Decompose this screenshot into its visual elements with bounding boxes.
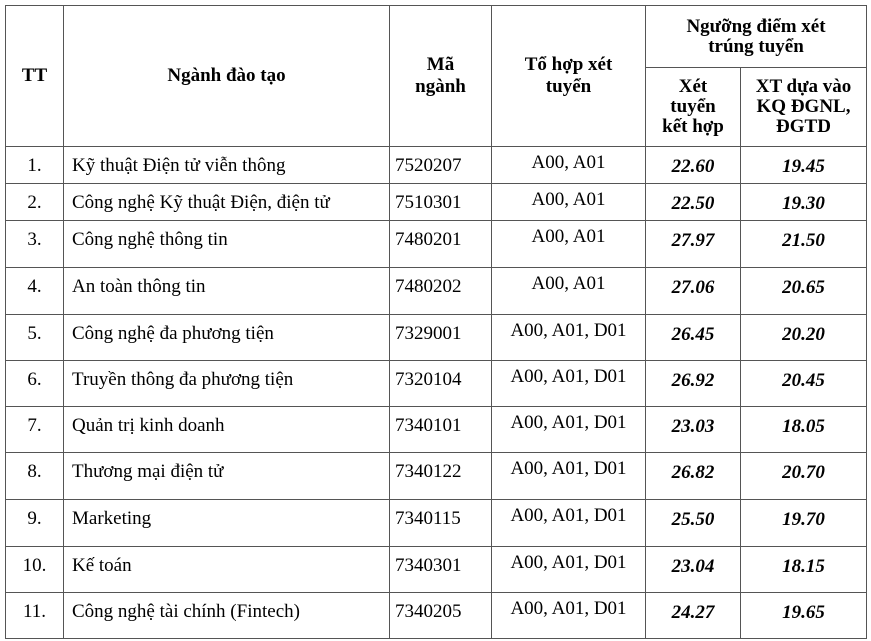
table-row <box>6 593 867 639</box>
cell-tt: 1. <box>6 147 64 184</box>
cell-combo: A00, A01, D01 <box>492 547 646 593</box>
cell-score-combined: 27.06 <box>646 268 741 315</box>
cell-tt: 10. <box>6 547 64 593</box>
header-code <box>390 6 492 147</box>
cell-score-dgnl: 20.20 <box>741 315 867 361</box>
cell-combo: A00, A01 <box>492 268 646 315</box>
cell-score-dgnl: 18.15 <box>741 547 867 593</box>
cell-score-combined: 26.45 <box>646 315 741 361</box>
header-threshold-group-label: Ngưỡng điểm xét trúng tuyển <box>686 15 826 57</box>
admission-score-table <box>5 5 867 639</box>
header-threshold-group <box>646 6 867 68</box>
cell-code: 7340101 <box>390 407 492 453</box>
cell-score-dgnl: 18.05 <box>741 407 867 453</box>
header-threshold-combined-label: Xét tuyển kết hợp <box>662 76 724 137</box>
cell-code: 7340301 <box>390 547 492 593</box>
cell-score-combined: 25.50 <box>646 500 741 547</box>
cell-code: 7340122 <box>390 453 492 500</box>
cell-tt: 9. <box>6 500 64 547</box>
cell-score-combined: 22.50 <box>646 184 741 221</box>
cell-combo: A00, A01 <box>492 147 646 184</box>
cell-code: 7329001 <box>390 315 492 361</box>
header-tt: TT <box>6 6 64 147</box>
header-combo <box>492 6 646 147</box>
cell-tt: 5. <box>6 315 64 361</box>
table-row <box>6 547 867 593</box>
cell-major: An toàn thông tin <box>64 268 390 315</box>
cell-score-combined: 22.60 <box>646 147 741 184</box>
cell-major: Công nghệ tài chính (Fintech) <box>64 593 390 639</box>
table-row <box>6 315 867 361</box>
cell-code: 7480202 <box>390 268 492 315</box>
cell-tt: 2. <box>6 184 64 221</box>
table-row <box>6 268 867 315</box>
cell-combo: A00, A01, D01 <box>492 315 646 361</box>
cell-code: 7510301 <box>390 184 492 221</box>
cell-code: 7520207 <box>390 147 492 184</box>
cell-score-dgnl: 21.50 <box>741 221 867 268</box>
table-row <box>6 407 867 453</box>
cell-score-dgnl: 20.65 <box>741 268 867 315</box>
header-combo-label: Tổ hợp xét tuyển <box>524 54 613 97</box>
cell-combo: A00, A01, D01 <box>492 453 646 500</box>
cell-score-combined: 24.27 <box>646 593 741 639</box>
cell-score-combined: 23.04 <box>646 547 741 593</box>
cell-tt: 4. <box>6 268 64 315</box>
cell-combo: A00, A01, D01 <box>492 593 646 639</box>
table-row <box>6 453 867 500</box>
header-threshold-dgnl <box>741 68 867 147</box>
cell-combo: A00, A01 <box>492 184 646 221</box>
cell-code: 7340205 <box>390 593 492 639</box>
cell-tt: 8. <box>6 453 64 500</box>
cell-score-combined: 23.03 <box>646 407 741 453</box>
cell-major: Công nghệ đa phương tiện <box>64 315 390 361</box>
cell-major: Công nghệ Kỹ thuật Điện, điện tử <box>64 184 390 221</box>
cell-major: Kế toán <box>64 547 390 593</box>
cell-tt: 6. <box>6 361 64 407</box>
cell-combo: A00, A01, D01 <box>492 361 646 407</box>
cell-tt: 11. <box>6 593 64 639</box>
header-threshold-combined <box>646 68 741 147</box>
cell-score-dgnl: 20.70 <box>741 453 867 500</box>
table-row <box>6 500 867 547</box>
cell-combo: A00, A01 <box>492 221 646 268</box>
cell-tt: 7. <box>6 407 64 453</box>
cell-score-combined: 26.92 <box>646 361 741 407</box>
cell-major: Thương mại điện tử <box>64 453 390 500</box>
cell-major: Truyền thông đa phương tiện <box>64 361 390 407</box>
cell-code: 7320104 <box>390 361 492 407</box>
cell-major: Kỹ thuật Điện tử viễn thông <box>64 147 390 184</box>
cell-score-dgnl: 19.45 <box>741 147 867 184</box>
cell-score-combined: 27.97 <box>646 221 741 268</box>
table-row <box>6 221 867 268</box>
cell-code: 7340115 <box>390 500 492 547</box>
header-code-label: Mã ngành <box>415 54 466 97</box>
cell-major: Marketing <box>64 500 390 547</box>
cell-score-dgnl: 19.70 <box>741 500 867 547</box>
table-row <box>6 147 867 184</box>
header-threshold-dgnl-label: XT dựa vào KQ ĐGNL, ĐGTD <box>755 76 852 137</box>
cell-score-combined: 26.82 <box>646 453 741 500</box>
cell-major: Quản trị kinh doanh <box>64 407 390 453</box>
table-row <box>6 184 867 221</box>
table-row <box>6 361 867 407</box>
cell-combo: A00, A01, D01 <box>492 407 646 453</box>
header-major: Ngành đào tạo <box>64 6 390 147</box>
cell-combo: A00, A01, D01 <box>492 500 646 547</box>
cell-major: Công nghệ thông tin <box>64 221 390 268</box>
cell-score-dgnl: 19.65 <box>741 593 867 639</box>
cell-score-dgnl: 19.30 <box>741 184 867 221</box>
cell-code: 7480201 <box>390 221 492 268</box>
cell-score-dgnl: 20.45 <box>741 361 867 407</box>
cell-tt: 3. <box>6 221 64 268</box>
